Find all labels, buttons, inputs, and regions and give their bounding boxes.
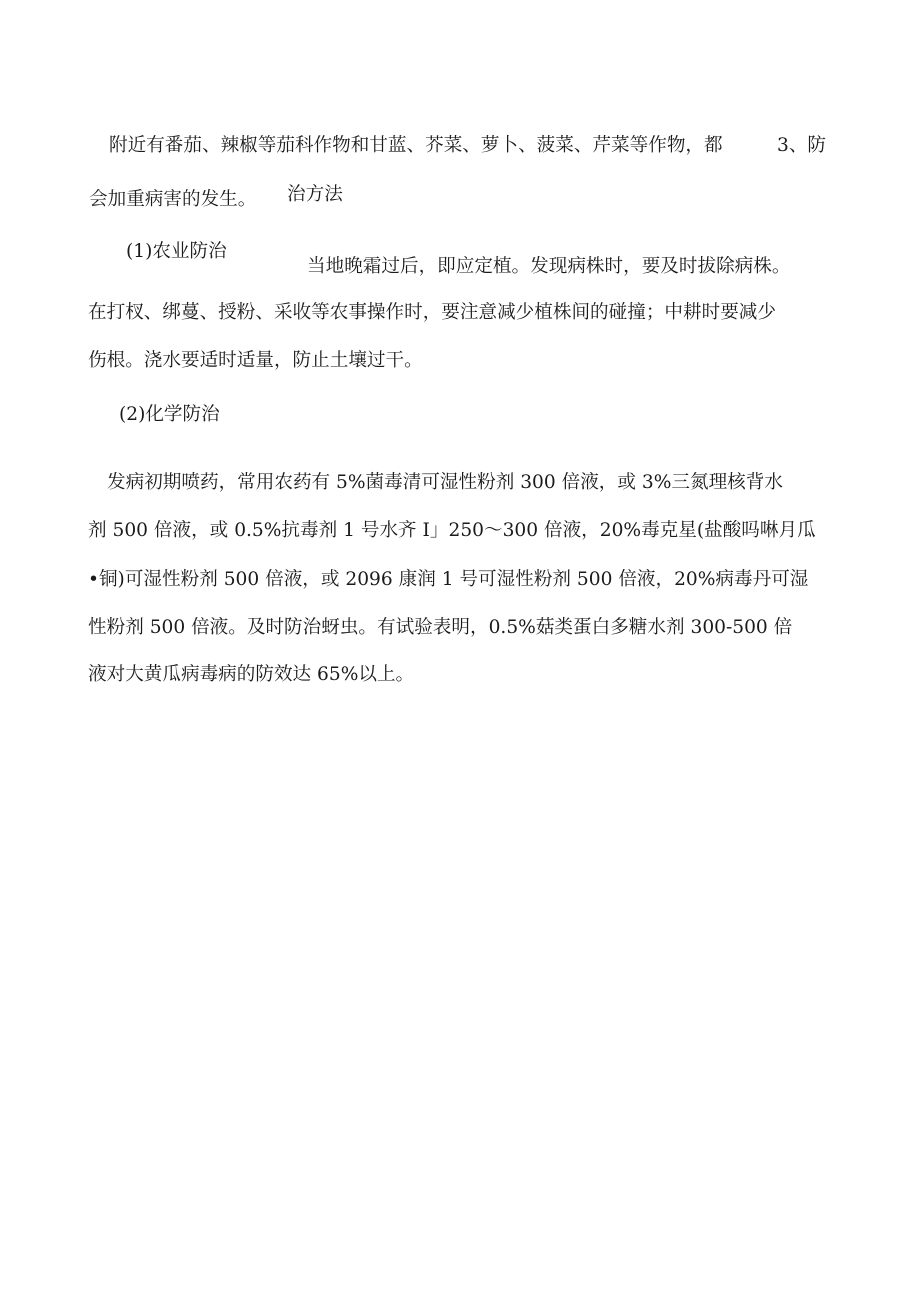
section-heading-agricultural: (1)农业防治 bbox=[126, 241, 227, 262]
agri-line-2: 在打杈、绑蔓、授粉、采收等农事操作时，要注意减少植株间的碰撞；中耕时要减少 bbox=[88, 302, 776, 323]
chem-line-1: 发病初期喷药，常用农药有 5%菌毒清可湿性粉剂 300 倍液，或 3%三氮理核背水 bbox=[107, 472, 783, 493]
agri-line-1: 当地晚霜过后，即应定植。发现病株时，要及时拔除病株。 bbox=[307, 256, 791, 277]
intro-line-2-tail: 治方法 bbox=[287, 184, 343, 205]
chem-line-4: 性粉剂 500 倍液。及时防治蚜虫。有试验表明，0.5%菇类蛋白多糖水剂 300-500 倍 bbox=[88, 617, 793, 638]
chem-line-5: 液对大黄瓜病毒病的防效达 65%以上。 bbox=[88, 664, 415, 685]
intro-line-1-tail: 3、防 bbox=[777, 135, 827, 156]
intro-line-1: 附近有番茄、辣椒等茄科作物和甘蓝、芥菜、萝卜、菠菜、芹菜等作物，都 bbox=[109, 135, 723, 156]
chem-line-2: 剂 500 倍液，或 0.5%抗毒剂 1 号水齐 I」250～300 倍液，20%毒克星(盐酸吗啉月瓜 bbox=[88, 520, 816, 541]
agri-line-3: 伤根。浇水要适时适量，防止土壤过干。 bbox=[88, 350, 423, 371]
section-heading-chemical: (2)化学防治 bbox=[119, 404, 220, 425]
intro-line-2: 会加重病害的发生。 bbox=[89, 189, 257, 210]
chem-line-3: •铜)可湿性粉剂 500 倍液，或 2096 康润 1 号可湿性粉剂 500 倍液，20%病毒丹可湿 bbox=[88, 569, 809, 590]
